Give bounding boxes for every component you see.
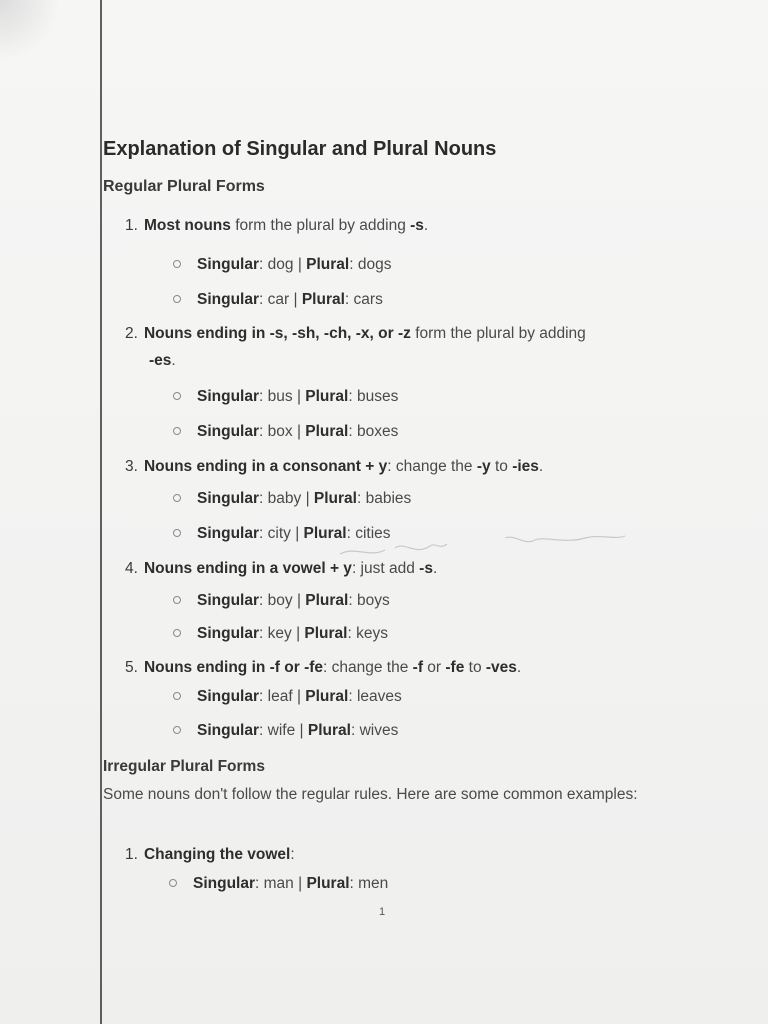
example-row: Singular: city | Plural: cities <box>173 525 391 543</box>
plural-word: wives <box>359 722 399 739</box>
singular-label: Singular <box>197 388 260 405</box>
rule-end: : <box>290 846 295 863</box>
singular-word: wife <box>267 722 296 739</box>
plural-word: leaves <box>356 688 402 705</box>
circle-bullet-icon <box>173 295 181 303</box>
rule-1 <box>125 217 428 235</box>
singular-label: Singular <box>197 525 260 542</box>
plural-word: keys <box>356 625 388 642</box>
rule-number: 1. <box>125 846 138 863</box>
rule-number: 4. <box>125 560 138 577</box>
singular-word: key <box>267 625 292 642</box>
rule-bold: Changing the vowel <box>143 846 291 863</box>
rule-bold: Nouns ending in -s, -sh, -ch, -x, or -z <box>143 325 411 342</box>
rule-number: 3. <box>125 458 138 475</box>
plural-label: Plural <box>313 490 357 507</box>
plural-label: Plural <box>306 875 350 892</box>
rule-suffix: -s <box>410 217 424 234</box>
plural-label: Plural <box>306 256 350 273</box>
plural-label: Plural <box>305 388 349 405</box>
singular-label: Singular <box>197 291 260 308</box>
rule-text: form the plural by adding <box>410 325 586 342</box>
rule-end: . <box>171 352 176 369</box>
plural-label: Plural <box>304 625 348 642</box>
circle-bullet-icon <box>173 726 181 734</box>
rule-suffix: -s <box>419 560 433 577</box>
singular-label: Singular <box>197 490 260 507</box>
example-row: Singular: dog | Plural: dogs <box>173 256 391 274</box>
example-row: Singular: leaf | Plural: leaves <box>173 688 402 706</box>
circle-bullet-icon <box>173 494 181 502</box>
circle-bullet-icon <box>173 529 181 537</box>
example-row: Singular: box | Plural: boxes <box>173 423 398 441</box>
singular-label: Singular <box>193 875 256 892</box>
plural-word: boys <box>356 592 390 609</box>
plural-word: buses <box>356 388 399 405</box>
rule-suffix-2: -ies <box>512 458 539 475</box>
plural-word: cars <box>353 291 383 308</box>
rule-number: 5. <box>125 659 138 676</box>
singular-label: Singular <box>197 592 260 609</box>
document-title: Explanation of Singular and Plural Nouns <box>103 138 497 160</box>
plural-label: Plural <box>307 722 351 739</box>
rule-2-continuation <box>149 352 176 370</box>
rule-suffix: -es <box>149 352 172 369</box>
rule-2 <box>125 325 586 343</box>
irregular-rule-1 <box>125 846 295 864</box>
singular-word: car <box>267 291 290 308</box>
page-number: 1 <box>379 906 386 918</box>
singular-word: man <box>263 875 294 892</box>
plural-label: Plural <box>301 291 345 308</box>
circle-bullet-icon <box>169 879 177 887</box>
singular-word: bus <box>267 388 293 405</box>
rule-bold: Nouns ending in a consonant + y <box>143 458 388 475</box>
singular-word: boy <box>267 592 293 609</box>
singular-word: dog <box>267 256 294 273</box>
rule-3 <box>125 458 543 476</box>
singular-label: Singular <box>197 256 260 273</box>
rule-text: form the plural by adding <box>230 217 411 234</box>
rule-suffix-2: -fe <box>445 659 465 676</box>
example-row: Singular: key | Plural: keys <box>173 625 388 643</box>
corner-shadow <box>0 0 60 60</box>
plural-label: Plural <box>305 423 349 440</box>
rule-text-2: to <box>490 458 513 475</box>
circle-bullet-icon <box>173 596 181 604</box>
example-row: Singular: wife | Plural: wives <box>173 722 398 740</box>
example-row: Singular: car | Plural: cars <box>173 291 383 309</box>
pencil-scribble <box>335 526 635 566</box>
circle-bullet-icon <box>173 629 181 637</box>
example-row: Singular: man | Plural: men <box>169 875 388 893</box>
circle-bullet-icon <box>173 427 181 435</box>
rule-suffix-3: -ves <box>485 659 517 676</box>
singular-word: box <box>267 423 293 440</box>
plural-word: men <box>358 875 389 892</box>
singular-word: city <box>267 525 291 542</box>
rule-end: . <box>516 659 522 676</box>
plural-word: cities <box>355 525 391 542</box>
plural-word: boxes <box>356 423 399 440</box>
singular-label: Singular <box>197 722 260 739</box>
rule-suffix: -f <box>412 659 423 676</box>
singular-label: Singular <box>197 688 260 705</box>
rule-bold: Most nouns <box>143 217 231 234</box>
singular-label: Singular <box>197 423 260 440</box>
rule-number: 2. <box>125 325 138 342</box>
singular-label: Singular <box>197 625 260 642</box>
plural-word: babies <box>365 490 412 507</box>
section-intro: Some nouns don't follow the regular rules. Here are some common examples: <box>103 786 638 803</box>
circle-bullet-icon <box>173 260 181 268</box>
page-fold-line <box>100 0 102 1024</box>
rule-text: : change the <box>387 458 477 475</box>
section-heading-irregular: Irregular Plural Forms <box>103 758 265 775</box>
singular-word: baby <box>267 490 302 507</box>
rule-bold: Nouns ending in -f or -fe <box>143 659 324 676</box>
plural-label: Plural <box>305 688 349 705</box>
rule-5 <box>125 659 521 677</box>
rule-text: : change the <box>323 659 413 676</box>
plural-label: Plural <box>303 525 347 542</box>
singular-word: leaf <box>267 688 293 705</box>
example-row: Singular: boy | Plural: boys <box>173 592 390 610</box>
plural-word: dogs <box>357 256 392 273</box>
rule-text-2: or <box>422 659 446 676</box>
rule-end: . <box>432 560 438 577</box>
rule-suffix: -y <box>476 458 491 475</box>
rule-text: : just add <box>351 560 420 577</box>
example-row: Singular: bus | Plural: buses <box>173 388 398 406</box>
rule-end: . <box>423 217 429 234</box>
circle-bullet-icon <box>173 392 181 400</box>
section-heading-regular: Regular Plural Forms <box>103 178 265 195</box>
plural-label: Plural <box>305 592 349 609</box>
rule-text-3: to <box>464 659 486 676</box>
rule-number: 1. <box>125 217 138 234</box>
example-row: Singular: baby | Plural: babies <box>173 490 411 508</box>
rule-bold: Nouns ending in a vowel + y <box>143 560 352 577</box>
circle-bullet-icon <box>173 692 181 700</box>
rule-end: . <box>538 458 544 475</box>
